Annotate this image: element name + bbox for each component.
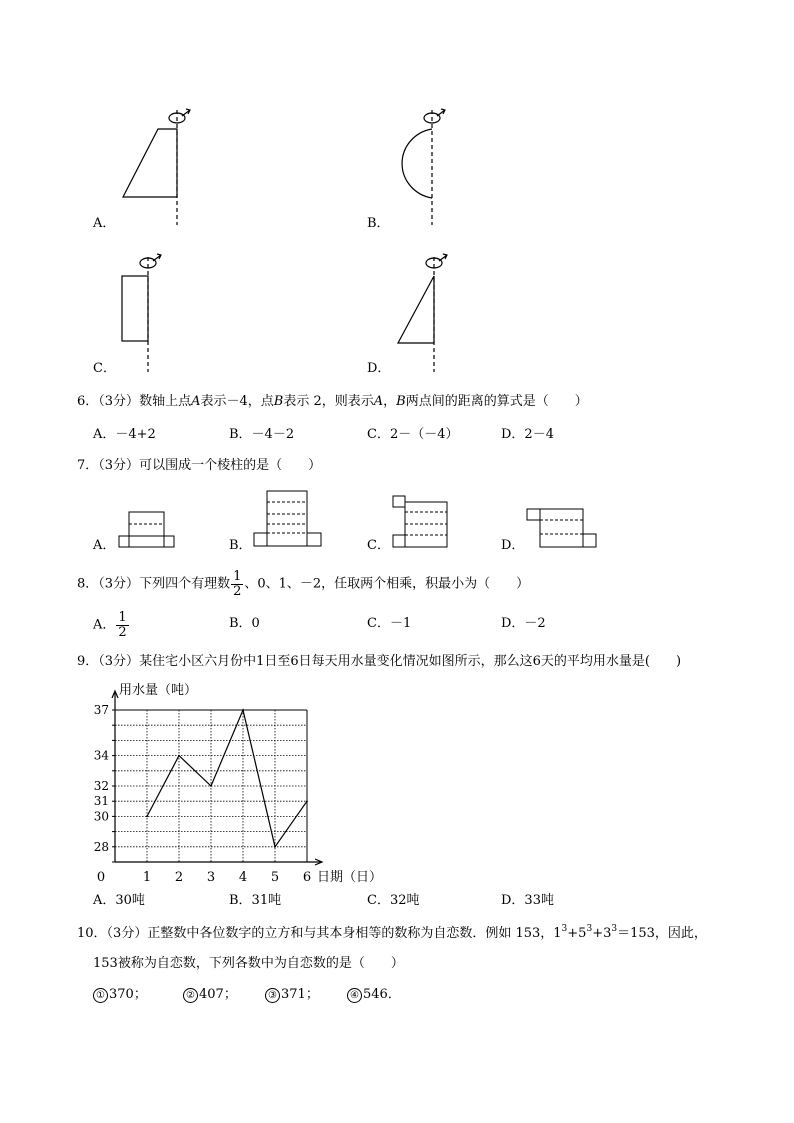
x-tick-label: 5 [270,870,280,885]
x-tick-label: 4 [238,870,248,885]
q10-stem-part: +3 [592,926,612,941]
q10-stem-part: 正整数中各位数字的立方和与其本身相等的数称为自恋数．例如 153，1 [147,926,562,941]
q10-choice-text: 407； [199,987,237,1002]
x-tick-label: 2 [174,870,184,885]
q10-choice-mark: ③ [265,988,280,1003]
q7-number: 7． [77,458,99,473]
q6-score: （3分） [98,394,140,409]
q6-point-a: A [373,394,384,409]
q10-stem-line2: 153被称为自恋数，下列各数中为自恋数的是（ ） [93,956,404,971]
q9-stem [77,655,681,668]
chart-axes [112,691,322,865]
q8-score: （3分） [98,576,140,592]
q7-option-b-label: B． [229,538,252,553]
data-point [242,709,244,711]
y-tick-label: 28 [93,839,109,854]
q9-water-usage-chart [95,678,395,888]
chart-tick-labels [94,682,382,885]
q9-number: 9． [77,654,99,669]
q6-option-d: D．2－4 [501,427,554,442]
q8-option-b: B．0 [229,616,260,631]
q8-fraction-numerator: 1 [233,569,242,584]
q8-stem-part: 下列四个有理数 [139,576,231,592]
q8-option-a-label: A． [93,617,116,633]
q8-number: 8． [77,576,99,592]
q6-stem-part: 表示 2，则表示 [283,394,374,409]
q6-stem [77,395,588,408]
q5-option-a-label: A． [93,216,116,231]
q10-score: （3分） [106,926,148,941]
q7-option-a-label: A． [93,538,116,553]
q6-point-b: B [273,394,284,409]
q8-fraction-denominator: 2 [233,583,242,599]
q10-choice-text: 371； [281,987,319,1002]
y-tick-label: 31 [93,794,109,809]
q10-choice-2 [183,988,265,1003]
y-tick-label: 30 [93,809,109,824]
q7-stem-text: 可以围成一个棱柱的是（ ） [139,458,322,473]
q10-stem-part: ＝153，因此， [617,926,707,941]
q9-option-d: D．33吨 [501,893,554,908]
q10-choice-mark: ④ [347,988,362,1003]
q5-figure-d [385,247,475,377]
q5-option-c-label: C． [93,361,116,376]
q8-option-d: D．－2 [501,616,546,631]
q7-net-a [118,506,178,548]
series-line [147,710,307,847]
q8-option-a-fraction [116,611,128,639]
q10-choice-text: 546． [363,987,401,1002]
q10-exponent: 3 [586,924,593,934]
q7-option-d-label: D． [501,538,525,553]
q10-exponent: 3 [611,924,618,934]
q7-option-c-label: C． [367,538,390,553]
q7-net-d [526,505,601,550]
x-tick-label: 6 [302,870,312,885]
data-point [274,846,276,848]
y-tick-label: 37 [93,703,109,717]
q9-score: （3分） [98,654,140,669]
q6-stem-part: 数轴上点 [139,394,192,409]
data-point [146,816,148,818]
chart-grid [112,710,307,862]
chart-series [146,709,308,848]
q6-option-c: C．2－（－4） [367,427,459,442]
q10-stem-part: +5 [567,926,587,941]
q5-option-b-label: B． [367,216,390,231]
q10-choice-3 [265,988,347,1003]
q5-option-d-label: D． [367,361,391,376]
q10-stem [77,924,707,941]
q10-exponent: 3 [561,924,568,934]
y-axis-label: 用水量（吨） [119,683,198,698]
q5-figure-a [110,100,200,230]
q8-stem-part: 、0、1、－2，任取两个相乘，积最小为（ ） [244,576,530,592]
q10-choices [93,988,401,1003]
q10-choice-4 [347,988,401,1003]
q8-fraction [231,570,243,598]
q6-point-a: A [191,394,201,409]
q7-net-b [254,489,326,549]
q5-figure-b [385,100,475,230]
x-axis-label: 日期（日） [317,870,383,885]
q8-option-a-denominator: 2 [118,624,127,640]
q7-net-c [392,495,452,550]
q8-option-a-numerator: 1 [118,610,127,625]
q9-option-b: B．31吨 [229,893,282,908]
q8-option-a [93,611,130,639]
x-tick-label: 3 [206,870,216,885]
q9-option-c: C．32吨 [367,893,420,908]
q6-option-a: A．－4+2 [93,427,156,442]
q9-option-a: A．30吨 [93,893,145,908]
q10-choice-mark: ① [93,988,108,1003]
q7-stem [77,459,321,472]
data-point [306,800,308,802]
data-point [178,755,180,757]
q9-stem-text: 某住宅小区六月份中1日至6日每天用水量变化情况如图所示，那么这6天的平均用水量是( ) [139,654,682,669]
q6-stem-part: ， [383,394,397,409]
q8-option-c: C．－1 [367,616,412,631]
y-tick-label: 32 [93,779,109,793]
q7-score: （3分） [98,458,140,473]
q10-number: 10． [77,926,107,941]
q6-point-b: B [396,394,406,409]
x-tick-label: 0 [96,870,106,885]
q6-number: 6． [77,394,99,409]
q10-choice-1 [93,988,183,1003]
q6-stem-part: 两点间的距离的算式是（ ） [405,394,588,409]
q6-option-b: B．－4－2 [229,427,295,442]
y-tick-label: 34 [93,748,109,763]
x-tick-label: 1 [142,870,152,885]
q5-figure-c [110,247,200,377]
q10-choice-mark: ② [183,988,198,1003]
q8-stem [77,570,529,598]
q6-stem-part: 表示－4，点 [200,394,274,409]
q10-choice-text: 370； [109,987,147,1002]
data-point [210,785,212,787]
